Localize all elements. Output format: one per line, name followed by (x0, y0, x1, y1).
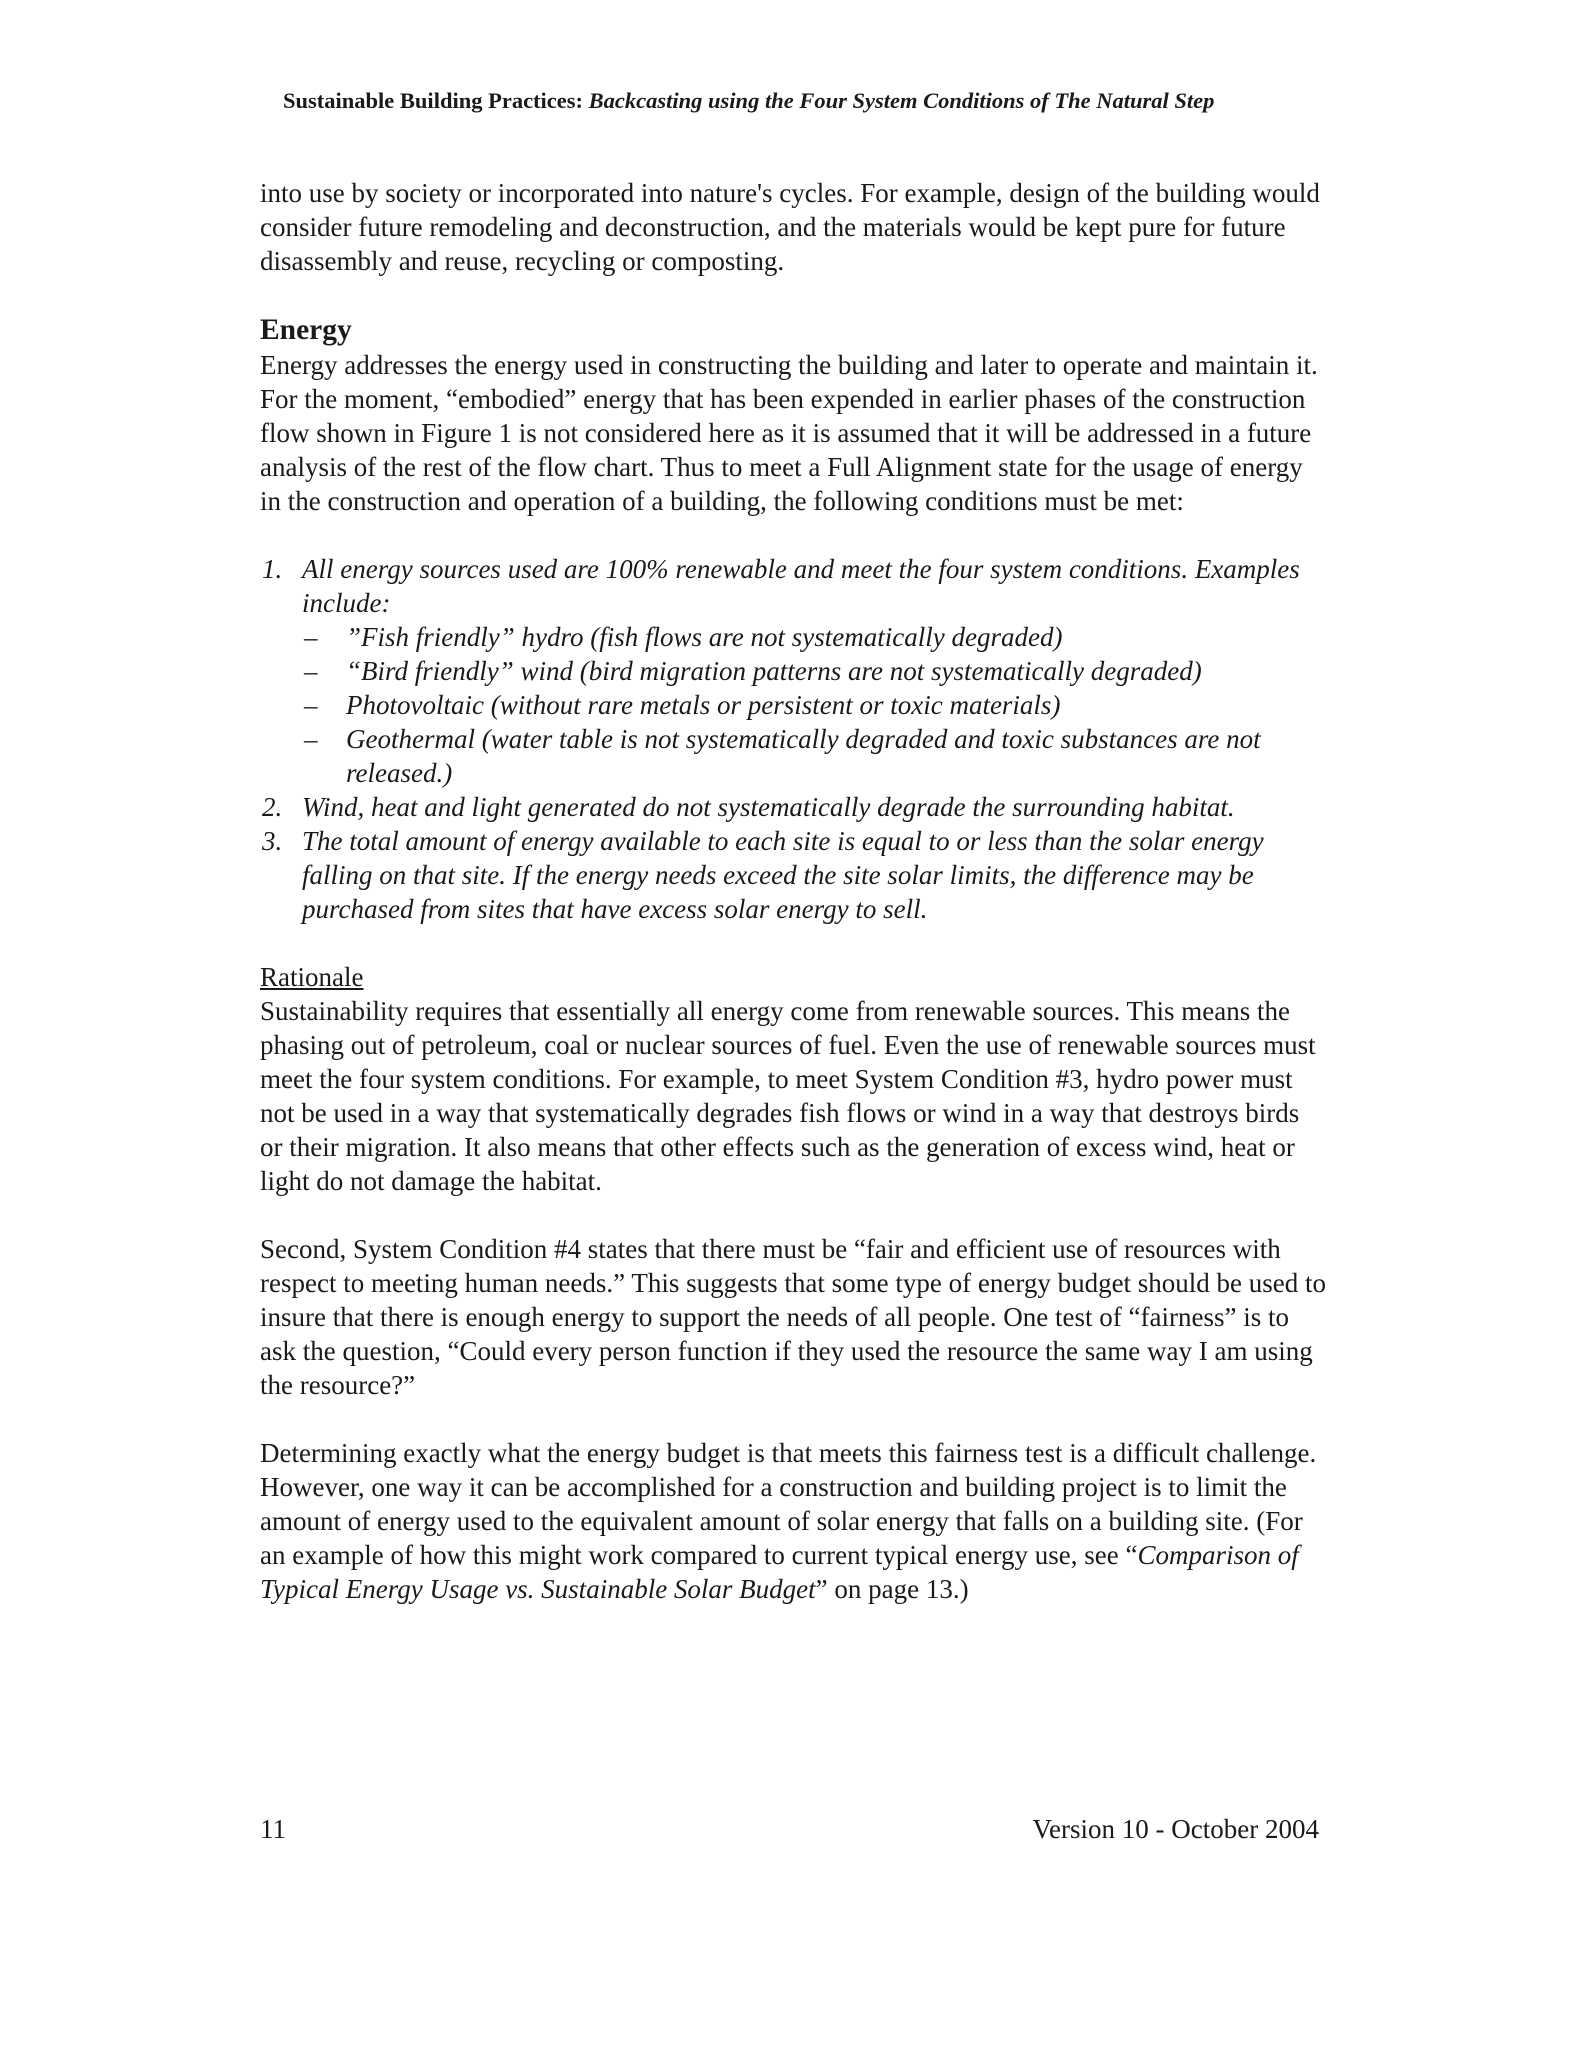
conditions-list (260, 552, 1328, 926)
rationale-paragraph: Second, System Condition #4 states that there must be “fair and efficient use of resources with respect to meeting human needs.” This suggests that some type of energy budget should be used to insure that there is enough energy to support the needs of all people. One test of “fairness” is to ask the question, “Could every person function if they used the resource the same way I am using the resource?” (260, 1234, 1327, 1400)
dash-bullet: – (304, 656, 318, 686)
condition-text: All energy sources used are 100% renewable and meet the four system conditions. Examples include: (302, 554, 1300, 618)
referenced-section-title: Comparison of Typical Energy Usage vs. Sustainable Solar Budget (260, 1540, 1299, 1604)
rationale-text: ” on page 13.) (815, 1574, 969, 1604)
condition-item (260, 790, 1328, 824)
rationale-text: Determining exactly what the energy budget is that meets this fairness test is a difficult challenge. However, one way it can be accomplished for a construction and building project is to limit the amount of energy used to the equivalent amount of solar energy that falls on a building site. (For an example of how this might work compared to current typical energy use, see “ (260, 1438, 1317, 1570)
example-item (302, 688, 1328, 722)
condition-text: The total amount of energy available to each site is equal to or less than the solar energy falling on that site. If the energy needs exceed the site solar limits, the difference may be purchased from sites that have excess solar energy to sell. (302, 826, 1264, 924)
dash-bullet: – (304, 622, 318, 652)
rationale-heading: Rationale (260, 962, 364, 992)
example-item (302, 654, 1328, 688)
version-footer: Version 10 - October 2004 (1032, 1814, 1319, 1844)
example-text: “Bird friendly” wind (bird migration patterns are not systematically degraded) (346, 656, 1202, 686)
running-header-subtitle: Backcasting using the Four System Conditions of The Natural Step (588, 88, 1215, 113)
condition-number: 2. (262, 792, 283, 822)
rationale-final-paragraph (260, 1436, 1328, 1606)
energy-heading: Energy (260, 314, 352, 346)
intro-paragraph: into use by society or incorporated into nature's cycles. For example, design of the building would consider future remodeling and deconstruction, and the materials would be kept pure for future disassembly and reuse, recycling or composting. (260, 178, 1320, 276)
example-text: ”Fish friendly” hydro (fish flows are not systematically degraded) (346, 622, 1063, 652)
page-number: 11 (260, 1814, 286, 1844)
running-header-title: Sustainable Building Practices: (283, 88, 589, 113)
energy-paragraph: Energy addresses the energy used in constructing the building and later to operate and maintain it. For the moment, “embodied” energy that has been expended in earlier phases of the construction flow shown in Figure 1 is not considered here as it is assumed that it will be addressed in a future analysis of the rest of the flow chart. Thus to meet a Full Alignment state for the usage of energy in the construction and operation of a building, the following conditions must be met: (260, 350, 1318, 516)
example-item (302, 722, 1328, 790)
example-text: Geothermal (water table is not systematically degraded and toxic substances are not released.) (346, 724, 1261, 788)
examples-list (302, 620, 1328, 790)
dash-bullet: – (304, 724, 318, 754)
condition-item (260, 552, 1328, 790)
running-header (283, 88, 1313, 114)
condition-number: 3. (262, 826, 283, 856)
rationale-paragraph: Sustainability requires that essentially all energy come from renewable sources. This means the phasing out of petroleum, coal or nuclear sources of fuel. Even the use of renewable sources must meet the four system conditions. For example, to meet System Condition #3, hydro power must not be used in a way that systematically degrades fish flows or wind in a way that destroys birds or their migration. It also means that other effects such as the generation of excess wind, heat or light do not damage the habitat. (260, 996, 1316, 1196)
dash-bullet: – (304, 690, 318, 720)
example-text: Photovoltaic (without rare metals or persistent or toxic materials) (346, 690, 1061, 720)
page-body (260, 176, 1328, 1606)
condition-number: 1. (262, 554, 283, 584)
condition-text: Wind, heat and light generated do not systematically degrade the surrounding habitat. (302, 792, 1235, 822)
condition-item (260, 824, 1328, 926)
example-item (302, 620, 1328, 654)
